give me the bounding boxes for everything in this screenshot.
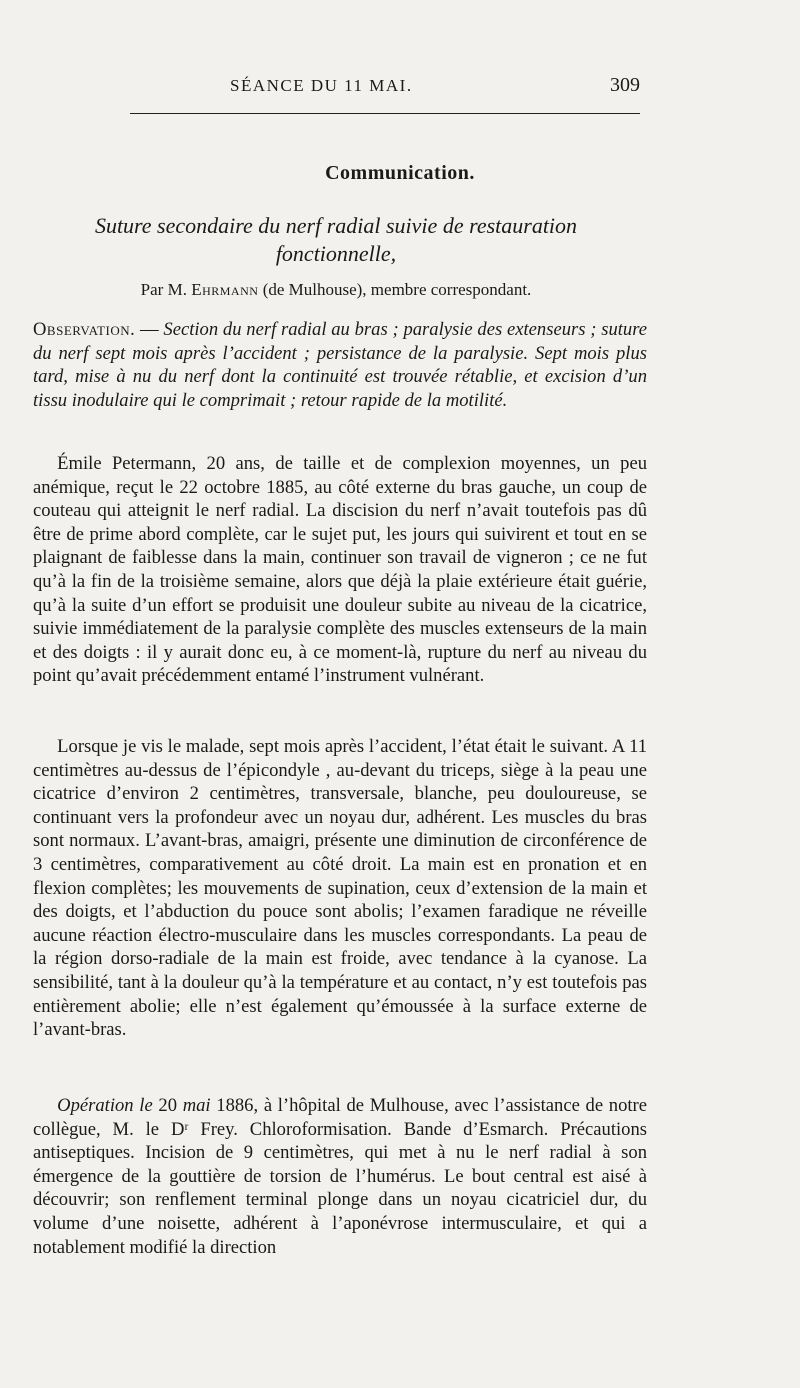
observation-abstract: [33, 318, 647, 412]
paragraph-1: [33, 452, 647, 688]
byline: [30, 280, 642, 300]
header-rule: [130, 113, 640, 114]
operation-date: 20: [152, 1095, 183, 1116]
paragraph-2: [33, 735, 647, 1042]
article-title-line-1: Suture secondaire du nerf radial suivie de restauration: [94, 213, 578, 238]
observation-summary: Section du nerf radial au bras ; paralysie des extenseurs ; suture du nerf sept mois après l’accident ; persistance de la paralysie. Sept mois plus tard, mise à nu du nerf dont la continuité est trouvée rétablie, et excision d’un tissu inodulaire qui le comprimait ; retour rapide de la motilité.: [33, 319, 648, 411]
byline-author: Ehrmann: [191, 280, 259, 299]
byline-suffix: (de Mulhouse), membre correspondant.: [258, 280, 532, 299]
article-title: [30, 212, 642, 268]
paragraph-1-text: Émile Petermann, 20 ans, de taille et de complexion moyennes, un peu anémique, reçut le 22 octobre 1885, au côté externe du bras gauche, un coup de couteau qui atteignit le nerf radial. La discision du nerf n’avait toutefois pas dû être de prime abord complète, car le sujet put, les jours qui suivirent et tout en se plaignant de faiblesse dans la main, continuer son travail de vigneron ; ce ne fut qu’à la fin de la troisième semaine, alors que déjà la plaie extérieure était guérie, qu’à la suite d’un effort se produisit une douleur subite au niveau de la cicatrice, suivie immédiatement de la paralysie complète des muscles extenseurs de la main et des doigts : il y aurait donc eu, à ce moment-là, rupture du nerf au niveau du point qu’avait précédemment entamé l’instrument vulnérant.: [33, 453, 647, 687]
operation-month: mai: [182, 1095, 211, 1116]
paragraph-3: [33, 1094, 647, 1259]
byline-prefix: Par M.: [140, 280, 192, 299]
observation-label: Observation.: [33, 319, 136, 340]
section-label: Communication.: [325, 162, 475, 184]
running-head: [30, 72, 642, 102]
article-title-line-2: fonctionnelle,: [275, 241, 397, 266]
paragraph-2-text: Lorsque je vis le malade, sept mois après l’accident, l’état était le suivant. A 11 centimètres au-dessus de l’épicondyle , au-devant du triceps, siège à la peau une cicatrice d’environ 2 centimètres, transversale, blanche, peu douloureuse, se continuant vers la profondeur avec un noyau dur, adhérent. Les muscles du bras sont normaux. L’avant-bras, amaigri, présente une diminution de circonférence de 3 centimètres, comparativement au côté droit. La main est en pronation et en flexion complètes; les mouvements de supination, ceux d’extension de la main et des doigts, et l’abduction du pouce sont abolis; l’examen faradique ne réveille aucune réaction électro-musculaire dans les muscles correspondants. La peau de la région dorso-radiale de la main est froide, avec tendance à la cyanose. La sensibilité, tant à la douleur qu’à la température et au contact, n’y est toutefois pas entièrement abolie; elle n’est également qu’émoussée à la surface externe de l’avant-bras.: [33, 736, 647, 1041]
page-number: 309: [610, 74, 640, 96]
observation-dash: —: [135, 319, 164, 340]
paragraph-3-text: 1886, à l’hôpital de Mulhouse, avec l’assistance de notre collègue, M. le Dʳ Frey. Chloroformisation. Bande d’Esmarch. Précautions antiseptiques. Incision de 9 centimètres, qui met à nu le nerf radial à son émergence de la gouttière de torsion de l’humérus. Le bout central est aisé à découvrir; son renflement terminal plonge dans un noyau cicatriciel dur, du volume d’une noisette, adhérent à l’aponévrose intermusculaire, et qui a notablement modifié la direction: [33, 1095, 647, 1258]
operation-lead: Opération le: [57, 1095, 153, 1116]
running-title: SÉANCE DU 11 MAI.: [230, 76, 413, 95]
